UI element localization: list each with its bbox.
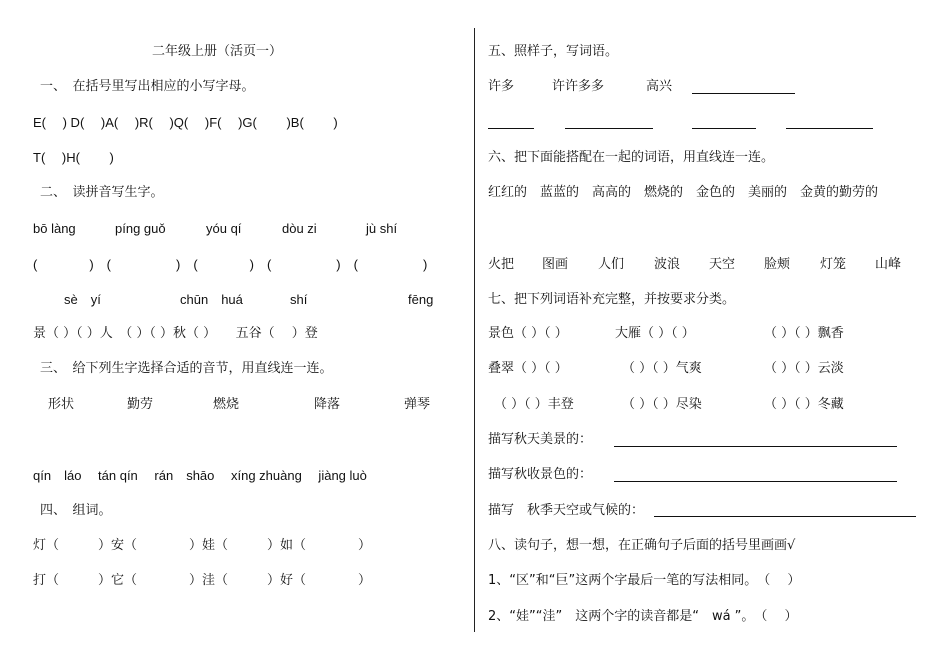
pinyin-item: shí	[290, 292, 308, 307]
category-prompt: 描写秋天美景的：	[488, 432, 593, 447]
pinyin-item: píng guǒ	[115, 221, 166, 236]
noun-item: 灯笼	[820, 257, 847, 272]
answer-line	[565, 128, 653, 129]
category-prompt: 描写秋收景色的：	[488, 467, 593, 482]
idiom-item: （ ）（ ）丰登	[494, 397, 574, 412]
noun-item: 图画	[542, 257, 569, 272]
section-1-heading: 一、 在括号里写出相应的小写字母。	[40, 79, 255, 94]
section-5-heading: 五、照样子，写词语。	[488, 44, 619, 59]
answer-line	[692, 93, 795, 94]
true-false-item: 2、“娃”“洼” 这两个字的读音都是“ wá ”。 （ ）	[488, 609, 798, 624]
word-group-row-1: 灯（ ）安（ ）娃（ ）如（ ）	[33, 538, 372, 553]
pinyin-item: dòu zi	[282, 221, 317, 236]
answer-line	[614, 481, 897, 482]
pinyin-item: bō làng	[33, 221, 76, 236]
noun-item: 人们	[598, 257, 625, 272]
section-3-heading: 三、 给下列生字选择合适的音节，用直线连一连。	[40, 361, 333, 376]
true-false-item: 1、“区”和“巨”这两个字最后一笔的写法相同。 （ ）	[488, 573, 801, 588]
noun-item: 波浪	[654, 257, 681, 272]
letters-row-2: T( )H( )	[33, 150, 114, 165]
word-group-row-2: 打（ ）它（ ）洼（ ）好（ ）	[33, 573, 372, 588]
idiom-item: （ ）（ ）云淡	[764, 361, 844, 376]
pinyin-item: chūn huá	[180, 292, 243, 307]
answer-line	[786, 128, 873, 129]
pinyin-options: qín láo tán qín rán shāo xíng zhuàng jiàng luò	[33, 468, 367, 483]
section-2-heading: 二、 读拼音写生字。	[40, 185, 164, 200]
answer-line	[488, 128, 534, 129]
answer-brackets: ( ) ( ) ( ) ( ) ( )	[33, 257, 428, 272]
pinyin-item: sè yí	[64, 292, 101, 307]
column-divider	[474, 28, 475, 632]
pinyin-item: yóu qí	[206, 221, 242, 236]
idiom-item: 大雁（ ）（ ）	[615, 326, 695, 341]
example-word: 高兴	[646, 79, 673, 94]
word-item: 形状	[48, 397, 75, 412]
word-item: 勤劳	[127, 397, 154, 412]
pinyin-item: fēng	[408, 292, 434, 307]
category-prompt: 描写 秋季天空或气候的：	[488, 503, 645, 518]
idiom-item: （ ）（ ）冬藏	[764, 397, 844, 412]
idiom-item: （ ）（ ）尽染	[622, 397, 702, 412]
section-6-heading: 六、把下面能搭配在一起的词语，用直线连一连。	[488, 150, 775, 165]
noun-item: 山峰	[875, 257, 902, 272]
noun-item: 火把	[488, 257, 515, 272]
fill-row: 景（ ）（ ）人 （ ）（ ）秋（ ） 五谷（ ）登	[33, 326, 318, 341]
idiom-item: 景色（ ）（ ）	[488, 326, 568, 341]
word-item: 燃烧	[213, 397, 240, 412]
idiom-item: （ ）（ ）气爽	[622, 361, 702, 376]
noun-item: 天空	[709, 257, 736, 272]
answer-line	[654, 516, 916, 517]
answer-line	[692, 128, 756, 129]
answer-line	[614, 446, 897, 447]
section-4-heading: 四、 组词。	[40, 503, 112, 518]
section-7-heading: 七、把下列词语补充完整，并按要求分类。	[488, 292, 736, 307]
idiom-item: 叠翠（ ）（ ）	[488, 361, 568, 376]
example-word: 许多	[488, 79, 515, 94]
letters-row-1: E( ) D( )A( )R( )Q( )F( )G( )B( )	[33, 115, 338, 130]
word-item: 弹琴	[404, 397, 431, 412]
idiom-item: （ ）（ ）飘香	[764, 326, 844, 341]
word-item: 降落	[314, 397, 341, 412]
example-word: 许许多多	[552, 79, 605, 94]
page-title: 二年级上册（活页一）	[152, 44, 283, 59]
pinyin-item: jù shí	[366, 221, 398, 236]
noun-item: 脸颊	[764, 257, 791, 272]
section-8-heading: 八、读句子，想一想，在正确句子后面的括号里画画√	[488, 538, 796, 553]
adjective-row: 红红的 蓝蓝的 高高的 燃烧的 金色的 美丽的 金黄的勤劳的	[488, 185, 879, 200]
